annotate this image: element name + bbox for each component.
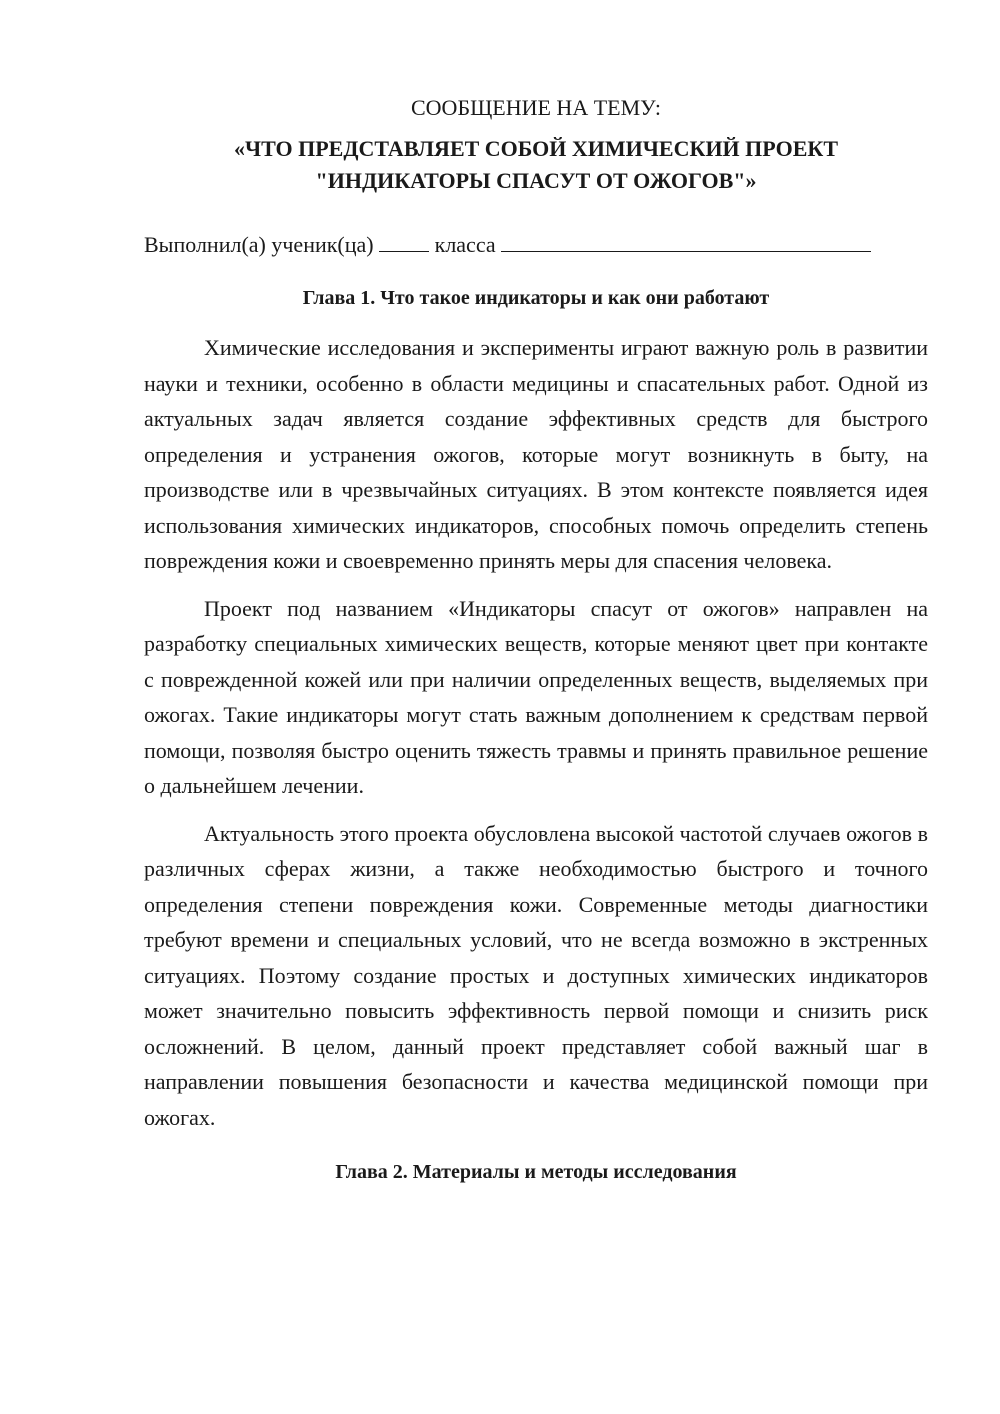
author-line: [144, 229, 928, 261]
grade-blank: [379, 231, 429, 252]
paragraph-1: Химические исследования и эксперименты играют важную роль в развитии науки и техники, особенно в области медицины и спасательных работ. Одной из актуальных задач является создание эффективных средств для быстрого определения и устранения ожогов, которые могут возникнуть в быту, на производстве или в чрезвычайных ситуациях. В этом контексте появляется идея использования химических индикаторов, способных помочь определить степень повреждения кожи и своевременно принять меры для спасения человека.: [144, 335, 928, 573]
paragraph-2: Проект под названием «Индикаторы спасут от ожогов» направлен на разработку специальных химических веществ, которые меняют цвет при контакте с поврежденной кожей или при наличии определенных веществ, выделяемых при ожогах. Такие индикаторы могут стать важным дополнением к средствам первой помощи, позволяя быстро оценить тяжесть травмы и принять правильное решение о дальнейшем лечении.: [144, 595, 928, 798]
class-label: класса: [434, 232, 496, 257]
author-label: Выполнил(а) ученик(ца): [144, 232, 374, 257]
document-title-line-2: "ИНДИКАТОРЫ СПАСУТ ОТ ОЖОГОВ"»: [315, 168, 757, 193]
name-blank: [501, 231, 871, 252]
document-heading-line-1: СООБЩЕНИЕ НА ТЕМУ:: [411, 95, 661, 120]
document-title-line-1: «ЧТО ПРЕДСТАВЛЯЕТ СОБОЙ ХИМИЧЕСКИЙ ПРОЕКТ: [233, 136, 839, 161]
paragraph-3: Актуальность этого проекта обусловлена высокой частотой случаев ожогов в различных сферах жизни, а также необходимостью быстрого и точного определения степени повреждения кожи. Современные методы диагностики требуют времени и специальных условий, что не всегда возможно в экстренных ситуациях. Поэтому создание простых и доступных химических индикаторов может значительно повысить эффективность первой помощи и снизить риск осложнений. В целом, данный проект представляет собой важный шаг в направлении повышения безопасности и качества медицинской помощи при ожогах.: [144, 820, 928, 1130]
chapter-1-title: Глава 1. Что такое индикаторы и как они работают: [302, 287, 770, 309]
document-page: [144, 92, 928, 1187]
chapter-2-title: Глава 2. Материалы и методы исследования: [335, 1161, 737, 1183]
